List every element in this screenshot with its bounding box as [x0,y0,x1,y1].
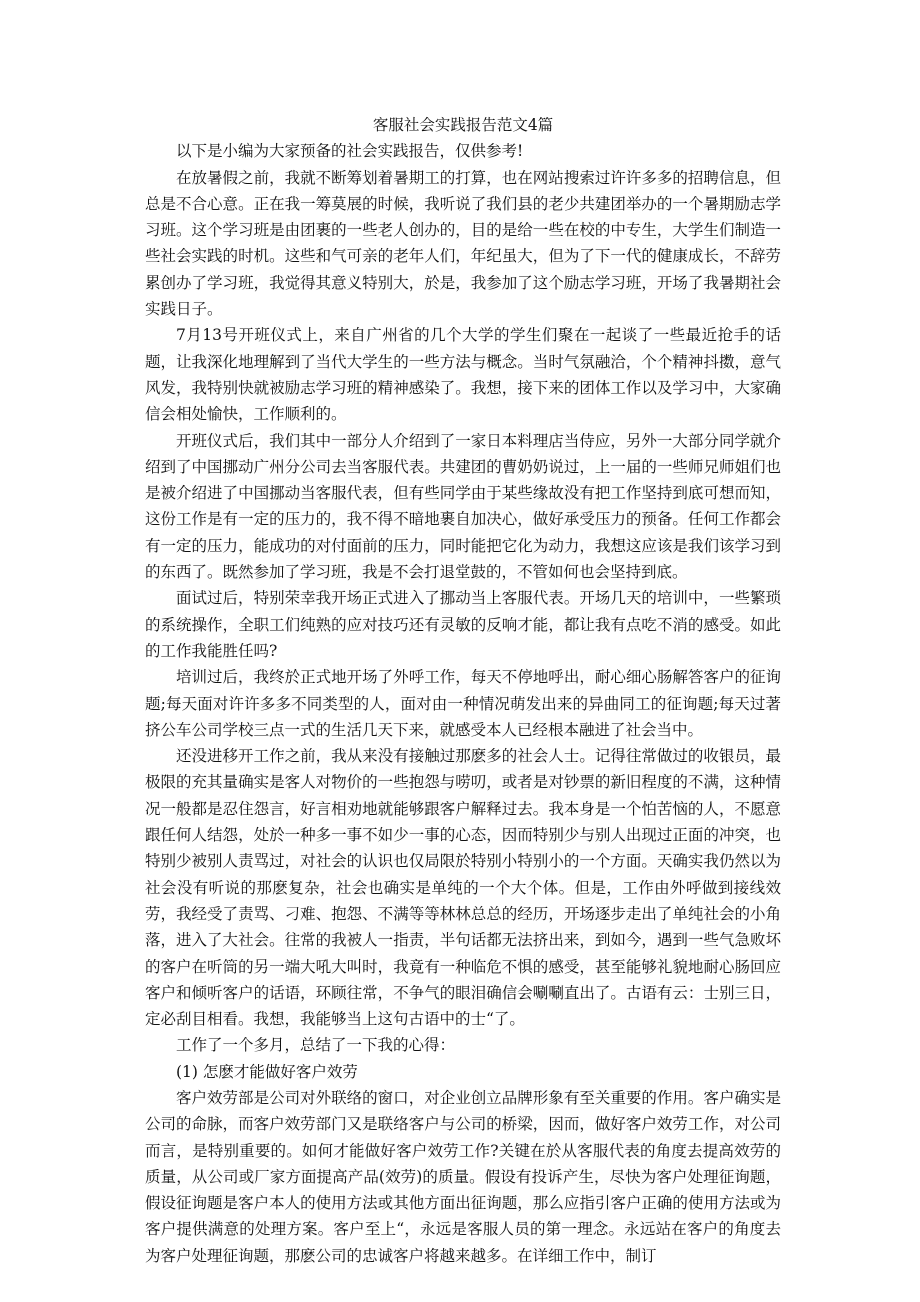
document-title: 客服社会实践报告范文4篇 [372,116,554,134]
intro-paragraph: 以下是小编为大家预备的社会实践报告，仅供参考! [176,142,524,161]
section-heading: (1) 怎麽才能做好客户效劳 [176,1062,358,1081]
body-paragraph: 在放暑假之前，我就不断筹划着暑期工的打算，也在网站搜索过许许多多的招聘信息，但总是不合心意。正在我一筹莫展的时候，我听说了我们县的老少共建团举办的一个暑期励志学习班。这个学习班是由团裹的一些老人创办的，目的是给一些在校的中专生，大学生们制造一些社会实践的时机。这些和气可亲的老年人们，年纪虽大，但为了下一代的健康成长，不辞劳累创办了学习班，我觉得其意义特别大，於是，我参加了这个励志学习班，开场了我暑期社会实践日子。 [145,168,781,319]
body-paragraph: 还没进移开工作之前，我从来没有接触过那麽多的社会人士。记得往常做过的收银员，最极限的充其量确实是客人对物价的一些抱怨与唠叨，或者是对钞票的新旧程度的不满，这种情况一般都是忍住怨言，好言相劝地就能够跟客户解释过去。我本身是一个怕苦恼的人，不愿意跟任何人结怨，处於一种多一事不如少一事的心态，因而特别少与别人出现过正面的冲突，也特别少被别人责骂过，对社会的认识也仅局限於特别小特别小的一个方面。天确实我仍然以为社会没有听说的那麽复杂，社会也确实是单纯的一个大个体。但是，工作由外呼做到接线效劳，我经受了责骂、刁难、抱怨、不满等等林林总总的经历，开场逐步走出了单纯社会的小角落，进入了大社会。往常的我被人一指责，半句话都无法挤出来，到如今，遇到一些气急败坏的客户在听筒的另一端大吼大叫时，我竟有一种临危不惧的感受，甚至能够礼貌地耐心肠回应客户和倾听客户的话语，环顾往常，不争气的眼泪确信会唰唰直出了。古语有云：士别三日，定必刮目相看。我想，我能够当上这句古语中的士“了。 [145,747,781,1029]
document-page [145,112,781,1269]
body-paragraph: 开班仪式后，我们其中一部分人介绍到了一家日本料理店当侍应，另外一大部分同学就介绍到了中国挪动广州分公司去当客服代表。共建团的曹奶奶说过，上一届的一些师兄师姐们也是被介绍进了中国挪动当客服代表，但有些同学由于某些缘故没有把工作坚持到底可想而知，这份工作是有一定的压力的，我不得不暗地裹自加决心，做好承受压力的预备。任何工作都会有一定的压力，能成功的对付面前的压力，同时能把它化为动力，我想这应该是我们该学习到的东西了。既然参加了学习班，我是不会打退堂鼓的，不管如何也会坚持到底。 [145,431,781,582]
body-paragraph: 工作了一个多月，总结了一下我的心得： [176,1036,456,1055]
body-paragraph: 7月13号开班仪式上，来自广州省的几个大学的学生们聚在一起谈了一些最近抢手的话题，让我深化地理解到了当代大学生的一些方法与概念。当时气氛融洽，个个精神抖擞，意气风发，我特别快就被励志学习班的精神感染了。我想，接下来的团体工作以及学习中，大家确信会相处愉快，工作顺利的。 [145,326,781,424]
body-paragraph: 培训过后，我终於正式地开场了外呼工作，每天不停地呼出，耐心细心肠解答客户的征询题;每天面对许许多多不同类型的人，面对由一种情况萌发出来的异曲同工的征询题;每天过著挤公车公司学校三点一式的生活几天下来，就感受本人已经根本融进了社会当中。 [145,668,781,739]
body-paragraph: 面试过后，特别荣幸我开场正式进入了挪动当上客服代表。开场几天的培训中，一些繁琐的系统操作，全职工们纯熟的应对技巧还有灵敏的反响才能，都让我有点吃不消的感受。如此的工作我能胜任吗? [145,589,781,660]
body-paragraph: 客户效劳部是公司对外联络的窗口，对企业创立品牌形象有至关重要的作用。客户确实是公司的命脉，而客户效劳部门又是联络客户与公司的桥梁，因而，做好客户效劳工作，对公司而言，是特别重要的。如何才能做好客户效劳工作?关键在於从客服代表的角度去提高效劳的质量，从公司或厂家方面提高产品(效劳)的质量。假设有投诉产生，尽快为客户处理征询题，假设征询题是客户本人的使用方法或其他方面出征询题，那么应指引客户正确的使用方法或为客户提供满意的处理方案。客户至上“，永远是客服人员的第一理念。永远站在客户的角度去为客户处理征询题，那麽公司的忠诚客户将越来越多。在详细工作中，制订 [145,1088,781,1265]
